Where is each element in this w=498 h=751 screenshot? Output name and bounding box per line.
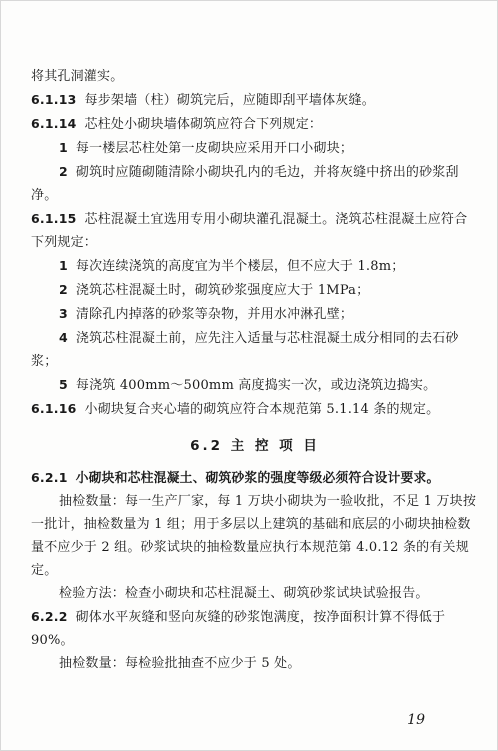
clause-number: 6.2.1	[31, 470, 68, 485]
item-text: 每一楼层芯柱处第一皮砌块应采用开口小砌块；	[75, 141, 354, 156]
clause-6-1-14-item-2	[31, 160, 479, 207]
clause-text: 小砌块复合夹心墙的砌筑应符合本规范第 5.1.14 条的规定。	[84, 402, 440, 417]
item-text: 砌筑时应随砌随清除小砌块孔内的毛边，并将灰缝中挤出的砂浆刮净。	[31, 165, 459, 203]
clause-6-1-14-item-1	[31, 136, 479, 160]
item-text: 浇筑芯柱混凝土时，砌筑砂浆强度应大于 1MPa；	[75, 283, 370, 298]
paragraph-text: 检验方法：检查小砌块和芯柱混凝土、砌筑砂浆试块试验报告。	[59, 586, 429, 601]
paragraph-text: 将其孔洞灌实。	[31, 69, 124, 84]
clause-number: 6.1.14	[31, 116, 77, 131]
clause-number: 6.1.13	[31, 92, 77, 107]
clause-number: 6.1.15	[31, 211, 77, 226]
item-number: 1	[59, 258, 68, 273]
item-text: 浇筑芯柱混凝土前，应先注入适量与芯柱混凝土成分相同的去石砂浆；	[31, 331, 459, 369]
inspection-method-paragraph	[31, 582, 479, 605]
clause-text: 芯柱处小砌块墙体砌筑应符合下列规定：	[84, 117, 323, 132]
clause-number: 6.1.16	[31, 401, 77, 416]
clause-6-1-14	[31, 112, 479, 136]
page-number: 19	[407, 712, 425, 728]
inspection-quantity-paragraph-2	[31, 652, 479, 675]
clause-text: 砌体水平灰缝和竖向灰缝的砂浆饱满度，按净面积计算不得低于 90%。	[31, 610, 446, 648]
clause-6-1-15-item-3	[31, 302, 479, 326]
continuation-line	[31, 65, 479, 88]
clause-6-2-2	[31, 605, 479, 652]
item-number: 1	[59, 140, 68, 155]
item-number: 2	[59, 164, 68, 179]
item-text: 每浇筑 400mm～500mm 高度捣实一次，或边浇筑边捣实。	[75, 378, 437, 393]
clause-6-1-15-item-2	[31, 278, 479, 302]
item-number: 2	[59, 282, 68, 297]
clause-number: 6.2.2	[31, 609, 68, 624]
item-text: 清除孔内掉落的砂浆等杂物，并用水冲淋孔壁；	[75, 307, 354, 322]
clause-6-1-15-item-4	[31, 326, 479, 373]
item-text: 每次连续浇筑的高度宜为半个楼层，但不应大于 1.8m；	[75, 259, 405, 274]
clause-text: 小砌块和芯柱混凝土、砌筑砂浆的强度等级必须符合设计要求。	[75, 471, 440, 486]
clause-text: 芯柱混凝土宜选用专用小砌块灌孔混凝土。浇筑芯柱混凝土应符合下列规定：	[31, 212, 468, 250]
clause-6-1-16	[31, 397, 479, 421]
clause-6-2-1	[31, 466, 479, 490]
clause-6-1-13	[31, 88, 479, 112]
page-content	[31, 65, 479, 675]
clause-text: 每步架墙（柱）砌筑完后，应随即刮平墙体灰缝。	[84, 93, 375, 108]
clause-6-1-15	[31, 207, 479, 254]
clause-6-1-15-item-1	[31, 254, 479, 278]
item-number: 5	[59, 377, 68, 392]
section-heading: 6.2 主 控 项 目	[190, 438, 320, 454]
inspection-quantity-paragraph	[31, 490, 479, 582]
paragraph-text: 抽检数量：每检验批抽查不应少于 5 处。	[59, 656, 301, 671]
paragraph-text: 抽检数量：每一生产厂家，每 1 万块小砌块为一验收批，不足 1 万块按一批计，抽检数量为 1 组；用于多层以上建筑的基础和底层的小砌块抽检数量不应少于 2 组。砂浆试块的抽检数量应执行本规范第 4.0.12 条的有关规定。	[31, 494, 477, 578]
item-number: 4	[59, 330, 68, 345]
clause-6-1-15-item-5	[31, 373, 479, 397]
item-number: 3	[59, 306, 68, 321]
